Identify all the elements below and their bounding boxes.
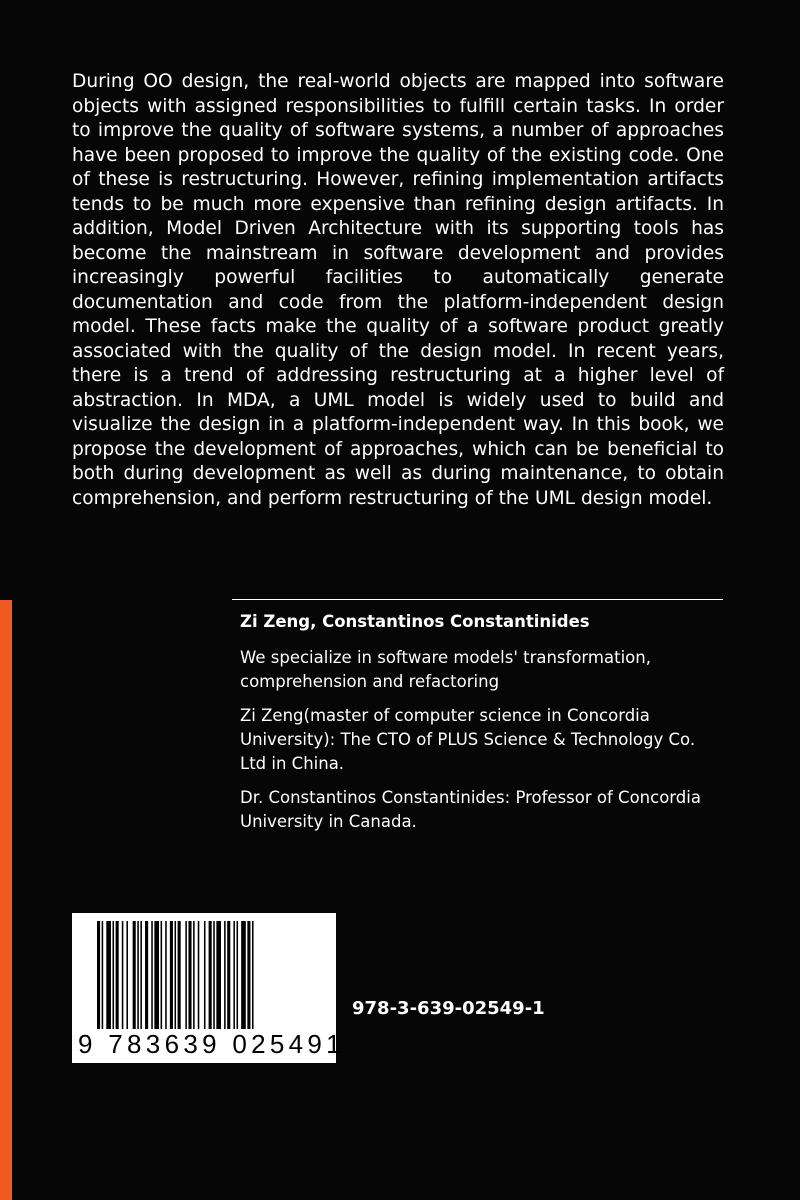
barcode-bar — [198, 921, 200, 1029]
barcode-bar — [237, 921, 239, 1029]
barcode-bar — [133, 921, 136, 1029]
barcode-bar — [252, 921, 254, 1029]
barcode-bar — [204, 921, 206, 1029]
barcode-bar — [224, 921, 226, 1029]
author-bio — [240, 646, 720, 844]
barcode-bar — [227, 921, 230, 1029]
barcode — [72, 913, 345, 1063]
barcode-bar — [140, 921, 142, 1029]
barcode-bar — [178, 921, 181, 1029]
barcode-bar — [154, 921, 159, 1029]
barcode-bar — [97, 921, 100, 1029]
barcode-bar — [126, 921, 128, 1029]
barcode-bar — [209, 921, 212, 1029]
barcode-bar — [175, 921, 177, 1029]
barcode-bar — [113, 921, 115, 1029]
barcode-bar — [102, 921, 104, 1029]
barcode-bar — [193, 921, 195, 1029]
barcode-bar — [116, 921, 119, 1029]
bio-author-1: Zi Zeng(master of computer science in Concordia University): The CTO of PLUS Science & Technology Co. Ltd in China. — [240, 706, 696, 773]
barcode-bar — [247, 921, 250, 1029]
bio-specialty: We specialize in software models' transformation, comprehension and refactoring — [240, 648, 651, 691]
author-names: Zi Zeng, Constantinos Constantinides — [240, 612, 590, 631]
barcode-bar — [170, 921, 173, 1029]
barcode-bar — [185, 921, 187, 1029]
barcode-digits: 9 783639 025491 — [78, 1029, 345, 1059]
barcode-bar — [137, 921, 139, 1029]
bio-author-2: Dr. Constantinos Constantinides: Professor of Concordia University in Canada. — [240, 788, 701, 831]
book-description: During OO design, the real-world objects are mapped into software objects with assigned responsibilities to fulfill certain tasks. In order to improve the quality of software systems, a number of approaches have been proposed to improve the quality of the existing code. One of these is restructuring. However, refining implementation artifacts tends to be much more expensive than refining design artifacts. In addition, Model Driven Architecture with its supporting tools has become the mainstream in software development and provides increasingly powerful facilities to automatically generate documentation and code from the platform-independent design model. These facts make the quality of a software product greatly associated with the quality of the design model. In recent years, there is a trend of addressing restructuring at a higher level of abstraction. In MDA, a UML model is widely used to build and visualize the design in a platform-independent way. In this book, we propose the development of approaches, which can be beneficial to both during development as well as during maintenance, to obtain comprehension, and perform restructuring of the UML design model. — [72, 71, 724, 509]
barcode-bar — [122, 921, 124, 1029]
barcode-bar — [233, 921, 235, 1029]
isbn-number: 978-3-639-02549-1 — [352, 998, 545, 1019]
barcode-bar — [241, 921, 246, 1029]
barcode-bar — [213, 921, 215, 1029]
accent-stripe — [0, 600, 12, 1200]
barcode-bar — [106, 921, 111, 1029]
barcode-bar — [216, 921, 221, 1029]
barcode-bar — [151, 921, 153, 1029]
barcode-bar — [165, 921, 167, 1029]
barcode-bar — [188, 921, 191, 1029]
divider-rule — [232, 599, 723, 600]
barcode-bar — [145, 921, 148, 1029]
barcode-bar — [161, 921, 163, 1029]
barcode-bars — [97, 921, 311, 1029]
